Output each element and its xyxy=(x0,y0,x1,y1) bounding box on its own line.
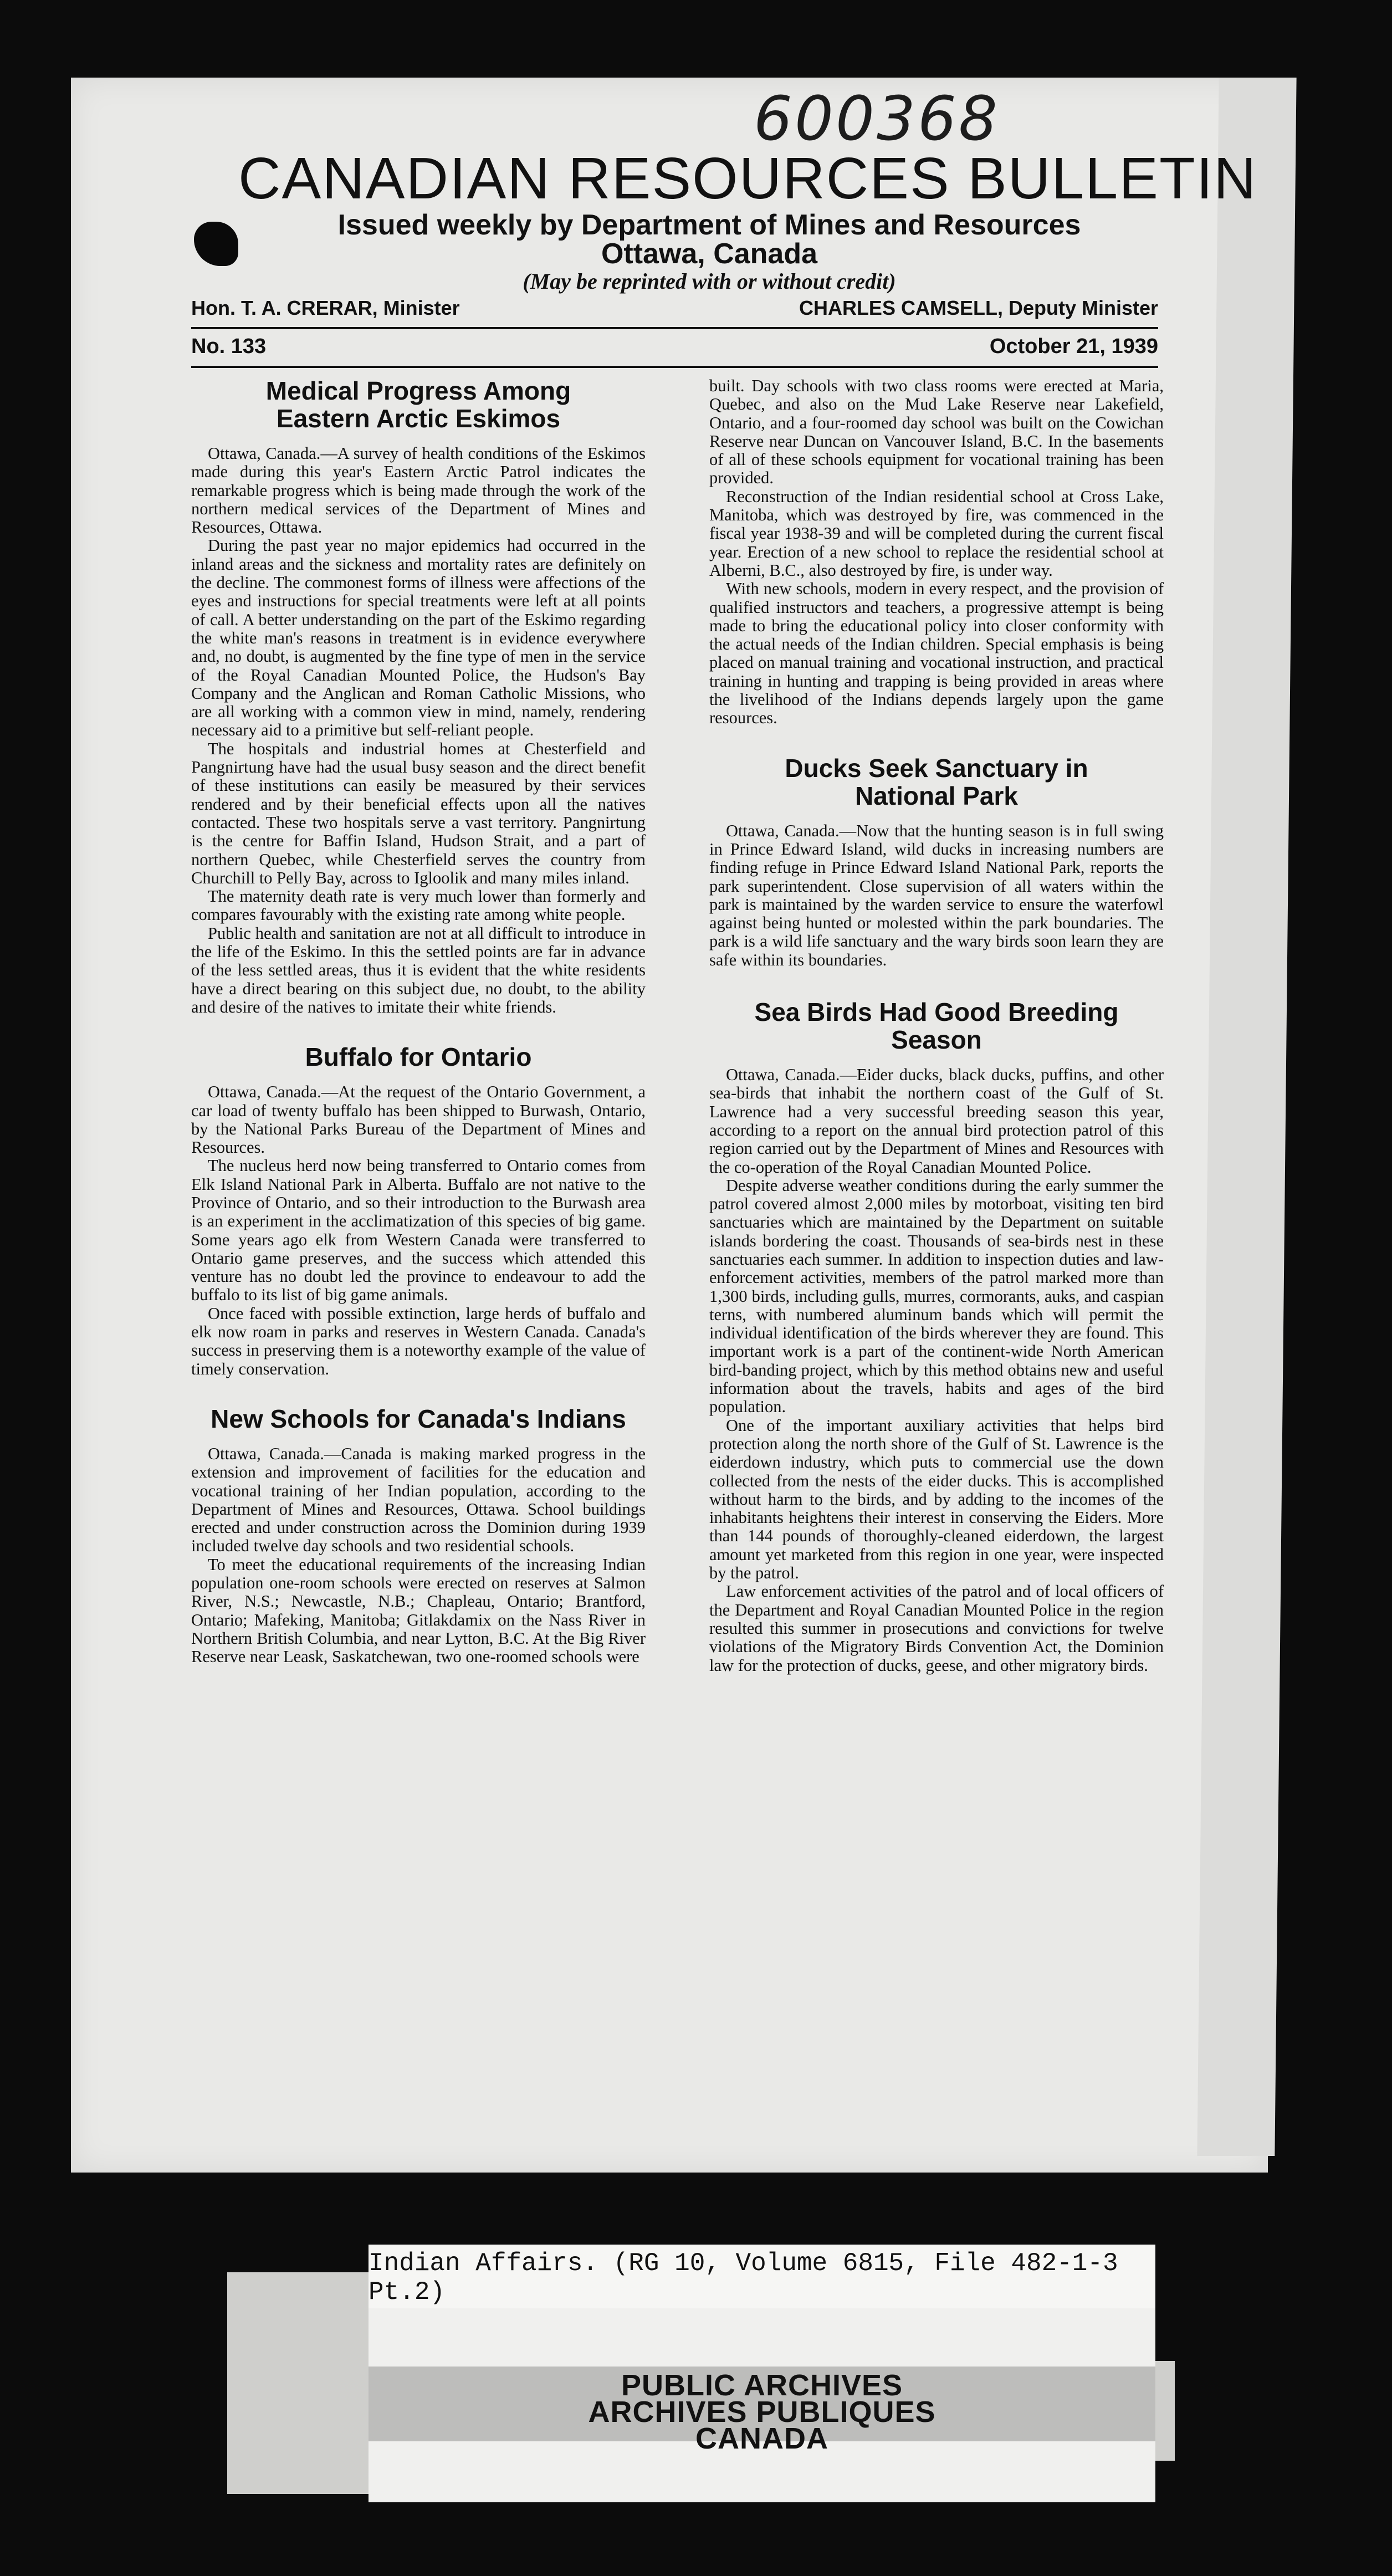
article-paragraph: The maternity death rate is very much lower than formerly and compares favourably with the existing rate among white people. xyxy=(191,887,646,924)
minister-name: Hon. T. A. CRERAR, Minister xyxy=(191,297,460,319)
issue-line xyxy=(191,335,1158,362)
article-paragraph: The hospitals and industrial homes at Chesterfield and Pangnirtung have had the usual busy season and the direct benefit of these institutions can easily be measured by their services rendered and by their beneficial effects upon all the natives contacted. These two hospitals serve a vast territory. Pangnirtung is the centre for Baffin Island, Hudson Strait, and a part of northern Quebec, while Chesterfield serves the country from Churchill to Pelly Bay, across to Igloolik and many miles inland. xyxy=(191,739,646,887)
tape-strip xyxy=(1153,2361,1175,2461)
article-paragraph: Ottawa, Canada.—At the request of the Ontario Government, a car load of twenty buffalo has been shipped to Burwash, Ontario, by the National Parks Bureau of the Department of Mines and Resources. xyxy=(191,1082,646,1157)
article-heading-buffalo: Buffalo for Ontario xyxy=(305,1042,532,1072)
stamp-line: CANADA xyxy=(695,2422,828,2455)
masthead-title: CANADIAN RESOURCES BULLETIN xyxy=(238,146,1257,211)
article-paragraph: One of the important auxiliary activities that helps bird protection along the north shore of the Gulf of St. Lawrence is the eiderdown industry, which puts to commercial use the down collected from the nests of the eider ducks. This is accomplished without harm to the birds, and by adding to the incomes of the inhabitants heightens their interest in conserving the Eiders. More than 144 pounds of thoroughly-cleaned eiderdown, the largest amount yet marketed from this region in one year, were inspected by the patrol. xyxy=(709,1415,1164,1583)
archive-stamp-card xyxy=(369,2308,1155,2502)
article-paragraph: To meet the educational requirements of the increasing Indian population one-room schools were erected on reserves at Salmon River, N.S.; Newcastle, N.B.; Chapleau, Ontario; Brantford, Ontario; Mafeking, Manitoba; Gitlakdamix on the Nass River in Northern British Columbia, and near Lytton, B.C. At the Big River Reserve near Leask, Saskatchewan, two one-roomed schools were xyxy=(191,1555,646,1667)
top-rule xyxy=(191,327,1158,329)
issue-number: No. 133 xyxy=(191,335,267,358)
article-paragraph: Law enforcement activities of the patrol and of local officers of the Department and Royal Canadian Mounted Police in the region resulted this summer in prosecutions and convictions for twelve violations of the Migratory Birds Convention Act, the Dominion law for the protection of ducks, geese, and other migratory birds. xyxy=(709,1582,1164,1675)
article-paragraph: Public health and sanitation are not at all difficult to introduce in the life of the Eskimo. In this the settled points are far in advance of the less settled areas, thus it is evident that the white residents have a direct bearing on this subject due, no doubt, to the ability and desire of the natives to imitate their white friends. xyxy=(191,923,646,1016)
masthead-location: Ottawa, Canada xyxy=(601,238,818,270)
stamp-line: PUBLIC ARCHIVES xyxy=(621,2369,903,2402)
officials-line xyxy=(191,297,1158,325)
article-paragraph: Reconstruction of the Indian residential school at Cross Lake, Manitoba, which was destroyed by fire, was commenced in the fiscal year 1938-39 and will be completed during the current fiscal year. Erection of a new school to replace the residential school at Alberni, B.C., also destroyed by fire, is under way. xyxy=(709,487,1164,580)
article-paragraph: Ottawa, Canada.—Canada is making marked progress in the extension and improvement of facilities for the education and vocational training of her Indian population, according to the Department of Mines and Resources, Ottawa. School buildings erected and under construction across the Dominion during 1939 included twelve day schools and two residential schools. xyxy=(191,1444,646,1556)
deputy-minister-name: CHARLES CAMSELL, Deputy Minister xyxy=(799,297,1158,319)
masthead-subtitle: Issued weekly by Department of Mines and Resources xyxy=(337,209,1081,241)
tape-strip xyxy=(227,2272,371,2494)
left-column xyxy=(191,377,646,1667)
article-heading-medical: Medical Progress Among Eastern Arctic Eskimos xyxy=(265,376,571,433)
article-paragraph: built. Day schools with two class rooms were erected at Maria, Quebec, and also on the Mud Lake Reserve near Lakefield, Ontario, and a four-roomed day school was built on the Cowichan Reserve near Duncan on Vancouver Island, B.C. In the basements of all of these schools equipment for vocational training has been provided. xyxy=(709,376,1164,488)
article-paragraph: The nucleus herd now being transferred to Ontario comes from Elk Island National Park in Alberta. Buffalo are not native to the Province of Ontario, and so their introduction to the Burwash area is an experiment in the acclimatization of this species of big game. Some years ago elk from Western Canada were transferred to Ontario game preserves, and the success which attended this venture has no doubt led the province to endeavour to add the buffalo to its list of big game animals. xyxy=(191,1156,646,1305)
archive-stamp xyxy=(369,2369,1155,2455)
stamp-line: ARCHIVES PUBLIQUES xyxy=(588,2395,936,2429)
article-paragraph: With new schools, modern in every respect, and the provision of qualified instructors and teachers, a progressive attempt is being made to bring the educational policy into closer conformity with the actual needs of the Indian children. Special emphasis is being placed on manual training and vocational instruction, and practical training in hunting and trapping is being provided in areas where the livelihood of the Indians depends largely upon the game resources. xyxy=(709,579,1164,728)
article-paragraph: During the past year no major epidemics had occurred in the inland areas and the sickness and mortality rates are definitely on the decline. The commonest forms of illness were affections of the eyes and instructions for special treatments were left at all points of call. A better understanding on the part of the Eskimo regarding the white man's reasons in treatment is in evidence everywhere and, no doubt, is augmented by the fine type of men in the service of the Royal Canadian Mounted Police, the Hudson's Bay Company and the Anglican and Roman Catholic Missions, who are all working with a common view in mind, namely, rendering necessary aid to a primitive but self-reliant people. xyxy=(191,536,646,740)
article-paragraph: Ottawa, Canada.—A survey of health conditions of the Eskimos made during this year's Eastern Arctic Patrol indicates the remarkable progress which is being made through the work of the northern medical services of the Department of Mines and Resources, Ottawa. xyxy=(191,444,646,537)
article-paragraph: Despite adverse weather conditions during the early summer the patrol covered almost 2,000 miles by motorboat, visiting ten bird sanctuaries which are maintained by the Department on suitable islands bordering the coast. Thousands of sea-birds nest in these sanctuaries each summer. In addition to inspection duties and law-enforcement activities, members of the patrol marked more than 1,300 birds, including gulls, murres, cormorants, auks, and caspian terns, with numbered aluminum bands which will permit the individual identification of the birds wherever they are found. This important work is a part of the continent-wide North American bird-banding project, which by this method obtains new and useful information about the travels, habits and ages of the bird population. xyxy=(709,1175,1164,1417)
bottom-rule xyxy=(191,366,1158,368)
article-heading-seabirds: Sea Birds Had Good Breeding Season xyxy=(754,998,1119,1055)
article-paragraph: Once faced with possible extinction, large herds of buffalo and elk now roam in parks and reserves in Western Canada. Canada's success in preserving them is a noteworthy example of the value of timely conservation. xyxy=(191,1304,646,1378)
archive-reference-label: Indian Affairs. (RG 10, Volume 6815, File 482-1-3 Pt.2) xyxy=(369,2245,1155,2311)
article-paragraph: Ottawa, Canada.—Eider ducks, black ducks, puffins, and other sea-birds that inhabit the northern coast of the Gulf of St. Lawrence had a very successful breeding season this year, according to a report on the annual bird protection patrol of this region carried out by the Department of Mines and Resources with the co-operation of the Royal Canadian Mounted Police. xyxy=(709,1065,1164,1177)
article-heading-schools: New Schools for Canada's Indians xyxy=(211,1404,626,1433)
handwritten-number: 600368 xyxy=(754,83,1000,154)
right-column xyxy=(709,377,1164,1675)
article-heading-ducks: Ducks Seek Sanctuary in National Park xyxy=(785,753,1088,810)
issue-date: October 21, 1939 xyxy=(989,335,1158,358)
reprint-note: (May be reprinted with or without credit) xyxy=(523,269,896,294)
article-paragraph: Ottawa, Canada.—Now that the hunting season is in full swing in Prince Edward Island, wild ducks in increasing numbers are finding refuge in Prince Edward Island National Park, reports the park superintendent. Close supervision of all waters within the park is maintained by the warden service to ensure the waterfowl against being hunted or molested within the park boundaries. The park is a wild life sanctuary and the wary birds soon learn they are safe within its boundaries. xyxy=(709,821,1164,969)
